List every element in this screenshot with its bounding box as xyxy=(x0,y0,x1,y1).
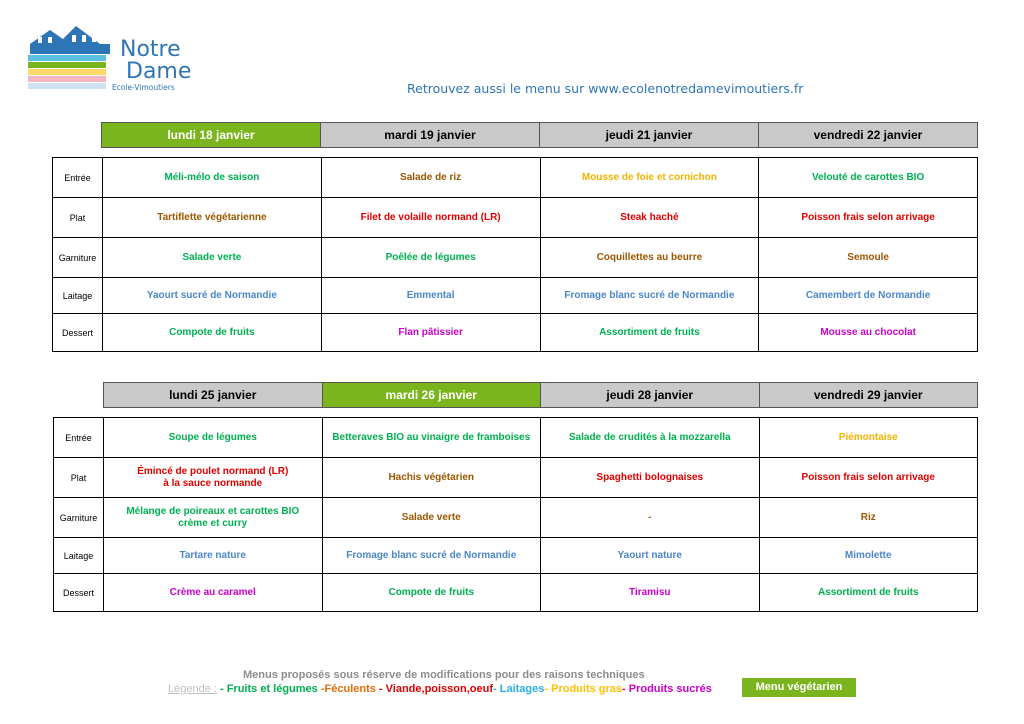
week1-day-1: lundi 18 janvier xyxy=(102,123,321,148)
menu-cell: Emmental xyxy=(321,278,540,314)
menu-cell: Hachis végétarien xyxy=(322,458,541,498)
week2-day-3: jeudi 28 janvier xyxy=(541,383,760,408)
menu-cell: Mimolette xyxy=(759,538,978,574)
table-row xyxy=(53,158,978,198)
week2-day-header xyxy=(103,382,978,408)
row-label-dessert: Dessert xyxy=(54,574,104,612)
menu-cell: Spaghetti bolognaises xyxy=(541,458,760,498)
menu-cell: Salade verte xyxy=(322,498,541,538)
row-label-laitage: Laitage xyxy=(53,278,103,314)
legend-feculents: -Féculents xyxy=(317,683,376,695)
menu-cell: Poisson frais selon arrivage xyxy=(759,198,978,238)
menu-cell: Tartare nature xyxy=(104,538,323,574)
menu-cell: Crème au caramel xyxy=(104,574,323,612)
row-label-dessert: Dessert xyxy=(53,314,103,352)
svg-text:Ecole-Vimoutiers: Ecole-Vimoutiers xyxy=(112,83,175,92)
row-label-plat: Plat xyxy=(54,458,104,498)
week2-day-2: mardi 26 janvier xyxy=(322,383,541,408)
row-label-plat: Plat xyxy=(53,198,103,238)
menu-cell-line: Mélange de poireaux et carottes BIO xyxy=(126,505,300,517)
legend-sucres: - Produits sucrés xyxy=(622,683,712,695)
menu-cell: Mousse au chocolat xyxy=(759,314,978,352)
row-label-garniture: Garniture xyxy=(54,498,104,538)
menu-cell: Filet de volaille normand (LR) xyxy=(321,198,540,238)
menu-cell: Fromage blanc sucré de Normandie xyxy=(540,278,759,314)
week1-day-2: mardi 19 janvier xyxy=(321,123,540,148)
menu-cell: Assortiment de fruits xyxy=(759,574,978,612)
row-label-entree: Entrée xyxy=(54,418,104,458)
table-row xyxy=(54,538,978,574)
menu-cell: Poêlée de légumes xyxy=(321,238,540,278)
menu-cell: Tartiflette végétarienne xyxy=(103,198,322,238)
row-label-entree: Entrée xyxy=(53,158,103,198)
menu-cell: Flan pâtissier xyxy=(321,314,540,352)
menu-cell: Velouté de carottes BIO xyxy=(759,158,978,198)
menu-cell-line: Émincé de poulet normand (LR) xyxy=(137,465,289,477)
legend-fruits: - Fruits et légumes xyxy=(216,683,318,695)
svg-text:Notre: Notre xyxy=(120,37,181,62)
week1-day-4: vendredi 22 janvier xyxy=(759,123,978,148)
menu-cell: Riz xyxy=(759,498,978,538)
table-row xyxy=(53,238,978,278)
menu-cell: Mousse de foie et cornichon xyxy=(540,158,759,198)
menu-cell: Salade verte xyxy=(103,238,322,278)
menu-cell: Piémontaise xyxy=(759,418,978,458)
table-row xyxy=(53,314,978,352)
week1-menu-table xyxy=(52,157,978,352)
menu-cell: Yaourt sucré de Normandie xyxy=(103,278,322,314)
week1-day-3: jeudi 21 janvier xyxy=(540,123,759,148)
menu-cell: Semoule xyxy=(759,238,978,278)
svg-text:Dame: Dame xyxy=(126,59,192,84)
menu-cell: Soupe de légumes xyxy=(104,418,323,458)
menu-cell: Yaourt nature xyxy=(541,538,760,574)
color-legend xyxy=(168,683,712,695)
legend-title: Légende : xyxy=(168,683,217,695)
legend-laitages: - Laitages xyxy=(493,683,545,695)
menu-cell: Tiramisu xyxy=(541,574,760,612)
menu-cell: Salade de riz xyxy=(321,158,540,198)
disclaimer-note: Menus proposés sous réserve de modifications pour des raisons techniques xyxy=(243,669,645,681)
menu-cell: Compote de fruits xyxy=(103,314,322,352)
table-row xyxy=(54,574,978,612)
menu-cell: Camembert de Normandie xyxy=(759,278,978,314)
menu-cell: Coquillettes au beurre xyxy=(540,238,759,278)
menu-cell xyxy=(104,498,323,538)
menu-cell: Compote de fruits xyxy=(322,574,541,612)
menu-cell: Fromage blanc sucré de Normandie xyxy=(322,538,541,574)
table-row xyxy=(53,278,978,314)
menu-cell-line: crème et curry xyxy=(178,517,248,529)
menu-cell: Poisson frais selon arrivage xyxy=(759,458,978,498)
menu-cell: Assortiment de fruits xyxy=(540,314,759,352)
website-link-text: Retrouvez aussi le menu sur www.ecolenotredamevimoutiers.fr xyxy=(407,81,804,96)
menu-cell: - xyxy=(541,498,760,538)
menu-cell: Salade de crudités à la mozzarella xyxy=(541,418,760,458)
legend-gras: - Produits gras xyxy=(544,683,623,695)
week2-menu-table xyxy=(53,417,978,612)
week1-day-header xyxy=(101,122,978,148)
table-row xyxy=(53,198,978,238)
vegetarian-badge: Menu végétarien xyxy=(742,678,856,697)
menu-cell: Méli-mélo de saison xyxy=(103,158,322,198)
week2-day-4: vendredi 29 janvier xyxy=(759,383,978,408)
menu-cell-line: à la sauce normande xyxy=(163,477,263,489)
row-label-garniture: Garniture xyxy=(53,238,103,278)
table-row xyxy=(54,418,978,458)
table-row xyxy=(54,498,978,538)
menu-cell: Steak haché xyxy=(540,198,759,238)
week2-day-1: lundi 25 janvier xyxy=(104,383,323,408)
legend-viande: - Viande,poisson,oeuf xyxy=(375,683,494,695)
row-label-laitage: Laitage xyxy=(54,538,104,574)
table-row xyxy=(54,458,978,498)
building-icon xyxy=(30,26,110,54)
menu-cell: Betteraves BIO au vinaigre de framboises xyxy=(322,418,541,458)
menu-cell xyxy=(104,458,323,498)
school-logo xyxy=(28,22,192,96)
